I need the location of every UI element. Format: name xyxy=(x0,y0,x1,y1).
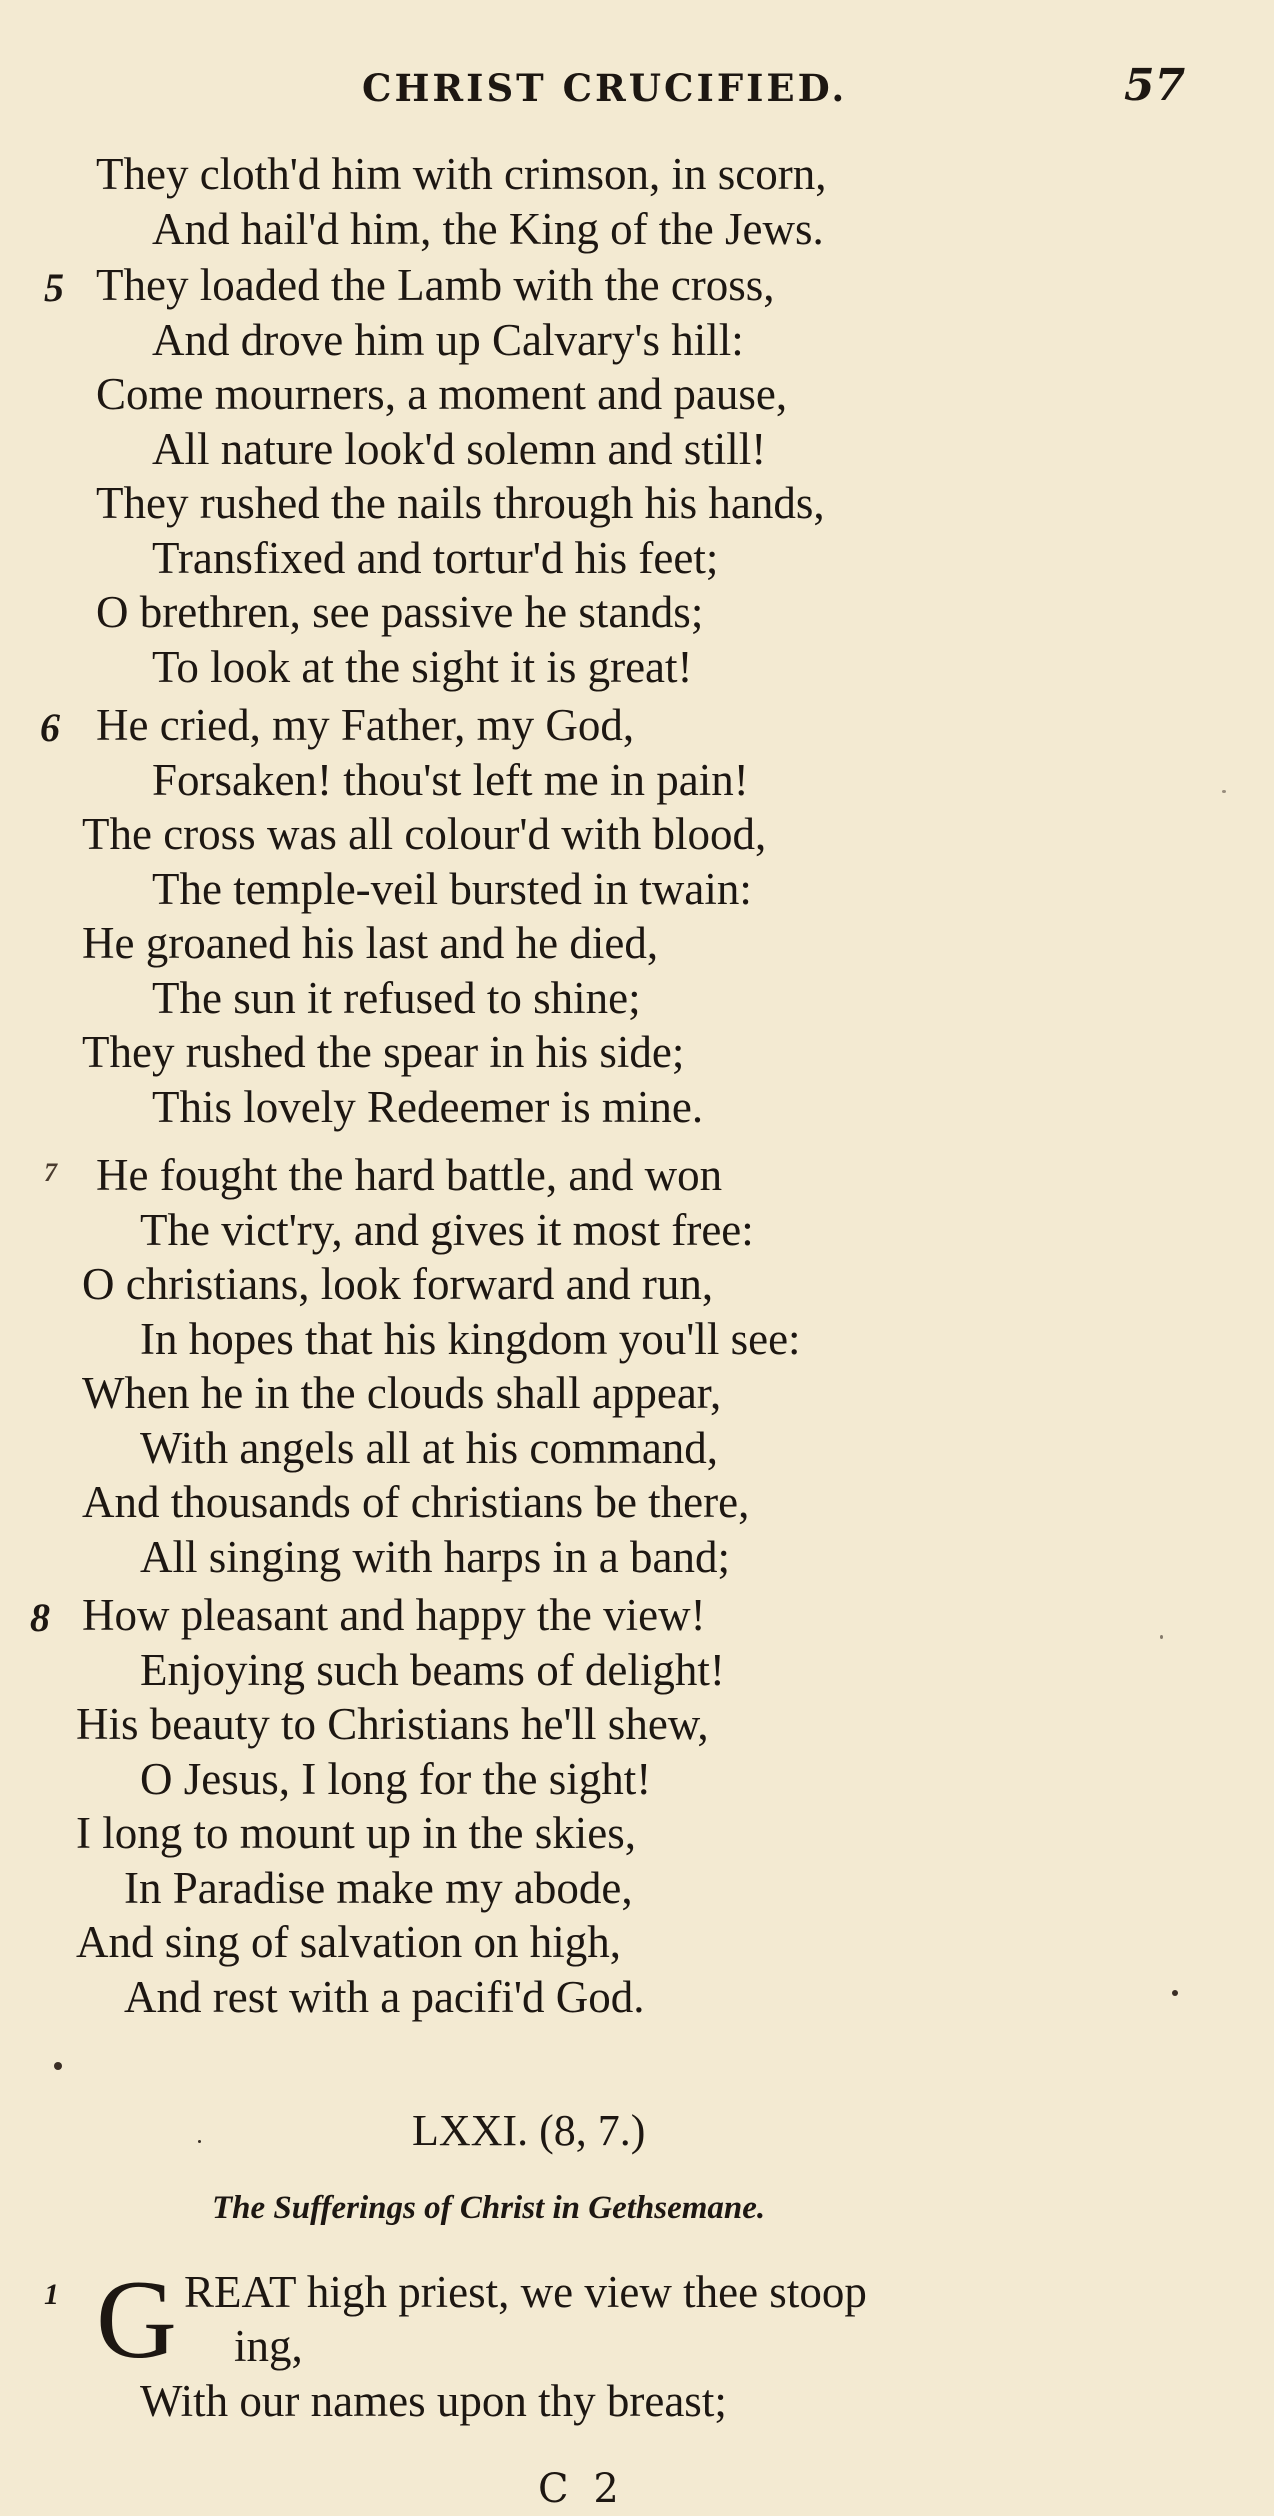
verse-line: Forsaken! thou'st left me in pain! xyxy=(152,755,749,805)
verse-line: He cried, my Father, my God, xyxy=(96,700,635,750)
verse-line: ing, xyxy=(234,2321,303,2371)
verse-line: His beauty to Christians he'll shew, xyxy=(76,1699,709,1749)
verse-line: O Jesus, I long for the sight! xyxy=(140,1754,652,1804)
verse-line: And drove him up Calvary's hill: xyxy=(152,315,744,365)
verse-number: 7 xyxy=(44,1158,57,1187)
verse-number: 8 xyxy=(30,1595,50,1640)
verse-line: Enjoying such beams of delight! xyxy=(140,1645,725,1695)
hymn-number: LXXI. (8, 7.) xyxy=(412,2106,646,2155)
verse-line: The sun it refused to shine; xyxy=(152,973,641,1023)
drop-cap: G xyxy=(96,2258,177,2382)
verse-number: 1 xyxy=(44,2278,59,2311)
verse-line: He fought the hard battle, and won xyxy=(96,1150,723,1200)
verse-number: 6 xyxy=(40,705,60,750)
verse-line: When he in the clouds shall appear, xyxy=(82,1368,722,1418)
verse-line: In hopes that his kingdom you'll see: xyxy=(140,1314,801,1364)
verse-line: With angels all at his command, xyxy=(140,1423,719,1473)
verse-line: They cloth'd him with crimson, in scorn, xyxy=(96,149,827,199)
page-speck xyxy=(1160,1635,1163,1639)
signature-mark: C 2 xyxy=(538,2466,625,2512)
running-title: CHRIST CRUCIFIED. xyxy=(362,66,848,110)
verse-line: Come mourners, a moment and pause, xyxy=(96,369,788,419)
verse-line: All singing with harps in a band; xyxy=(140,1532,730,1582)
verse-line: They rushed the spear in his side; xyxy=(82,1027,685,1077)
page-header xyxy=(0,60,1274,120)
verse-line: O christians, look forward and run, xyxy=(82,1259,714,1309)
page-speck xyxy=(198,2140,201,2143)
verse-line: REAT high priest, we view thee stoop xyxy=(184,2267,867,2317)
verse-line: O brethren, see passive he stands; xyxy=(96,587,704,637)
verse-line: How pleasant and happy the view! xyxy=(82,1590,706,1640)
verse-line: The temple-veil bursted in twain: xyxy=(152,864,752,914)
verse-line: And thousands of christians be there, xyxy=(82,1477,750,1527)
verse-line: The cross was all colour'd with blood, xyxy=(82,809,767,859)
verse-line: I long to mount up in the skies, xyxy=(76,1808,636,1858)
verse-line: In Paradise make my abode, xyxy=(124,1863,633,1913)
page-speck xyxy=(54,2062,62,2070)
verse-line: The vict'ry, and gives it most free: xyxy=(140,1205,754,1255)
verse-line: To look at the sight it is great! xyxy=(152,642,693,692)
verse-line: All nature look'd solemn and still! xyxy=(152,424,767,474)
verse-line: And sing of salvation on high, xyxy=(76,1917,621,1967)
verse-line: He groaned his last and he died, xyxy=(82,918,659,968)
verse-line: Transfixed and tortur'd his feet; xyxy=(152,533,719,583)
verse-line: They loaded the Lamb with the cross, xyxy=(96,260,775,310)
verse-line: This lovely Redeemer is mine. xyxy=(152,1082,704,1132)
page-speck xyxy=(1222,790,1226,793)
verse-line: They rushed the nails through his hands, xyxy=(96,478,825,528)
verse-line: With our names upon thy breast; xyxy=(140,2376,727,2426)
page-speck xyxy=(1172,1990,1178,1996)
verse-line: And hail'd him, the King of the Jews. xyxy=(152,204,824,254)
verse-number: 5 xyxy=(44,265,64,310)
page-number: 57 xyxy=(1124,60,1186,111)
hymn-subtitle: The Sufferings of Christ in Gethsemane. xyxy=(212,2190,766,2226)
verse-line: And rest with a pacifi'd God. xyxy=(124,1972,645,2022)
